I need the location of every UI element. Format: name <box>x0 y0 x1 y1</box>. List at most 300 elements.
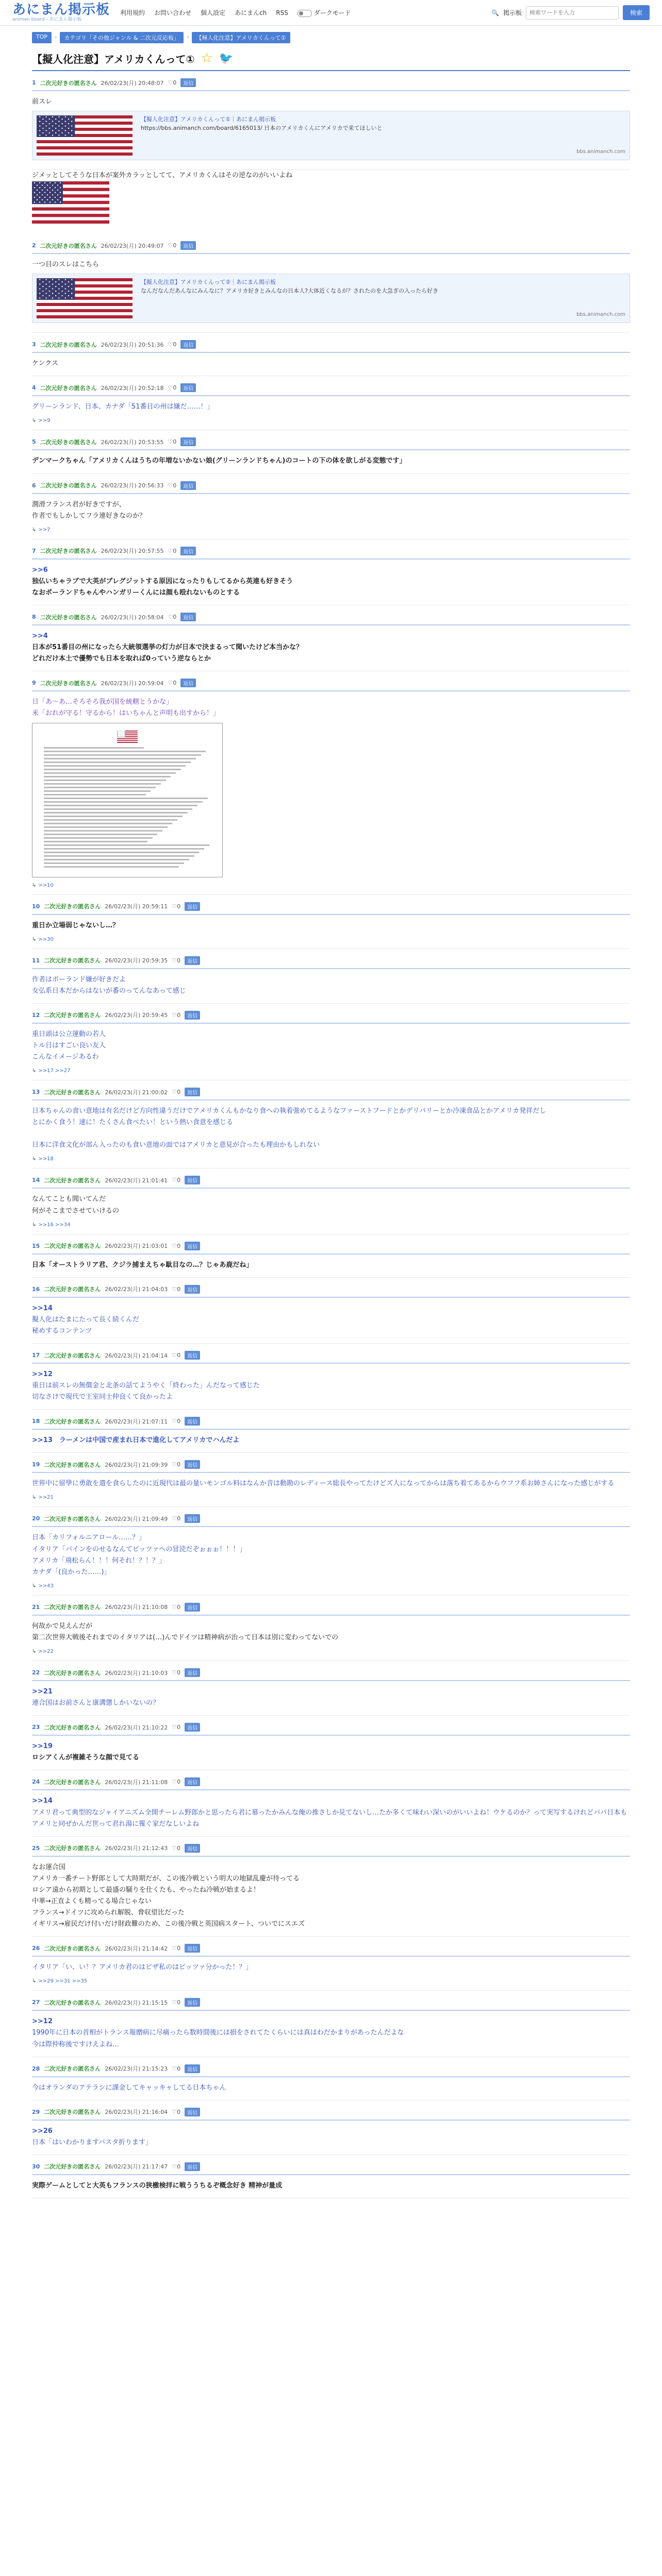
reply-anchors[interactable]: >>30 <box>38 936 54 942</box>
post-body <box>32 401 630 413</box>
like-button[interactable]: ♡0 <box>172 903 181 910</box>
post-number[interactable]: 3 <box>32 341 36 348</box>
reply-links[interactable] <box>32 883 630 888</box>
post-item <box>32 2100 630 2155</box>
post-number[interactable]: 26 <box>32 1945 40 1952</box>
post-number[interactable]: 7 <box>32 547 36 554</box>
reply-button[interactable]: 返信 <box>180 437 196 446</box>
like-button[interactable]: ♡0 <box>168 242 177 249</box>
search-button[interactable]: 検索 <box>623 5 650 20</box>
link-url: bbs.animanch.com <box>576 312 625 318</box>
post-date: 26/02/23(月) 21:04:03 <box>105 1286 168 1293</box>
post-date: 26/02/23(月) 20:59:11 <box>105 903 168 910</box>
link-description: https://bbs.animanch.com/board/6165013/ 日本のアメリカくんにアメリカで来てほしいと <box>141 124 383 131</box>
post-number[interactable]: 21 <box>32 1603 40 1611</box>
post-line: イギリス→雇民だけ付いだけ財政難のため、この後冷戦と英国病スタート、ついでにスエズ <box>32 1920 305 1928</box>
reply-links[interactable] <box>32 1156 630 1162</box>
post-line: 日本「オーストラリア君、クジラ捕まえちゃ駄目なの…？じゃあ鹿だね」 <box>32 1261 253 1269</box>
like-button[interactable]: ♡0 <box>168 680 177 687</box>
post-item <box>32 2155 630 2198</box>
post-body <box>32 565 630 599</box>
post-line: イタリア「い、い！？アメリカ君のはピザ私のはピッツァ分かった！？」 <box>32 1963 253 1972</box>
post-meta <box>32 679 630 691</box>
post-number[interactable]: 6 <box>32 482 36 489</box>
reply-anchors[interactable]: >>18 <box>38 1156 54 1162</box>
post-item <box>32 376 630 430</box>
post-item <box>32 1278 630 1344</box>
doc-text-line <box>44 787 156 788</box>
post-number[interactable]: 10 <box>32 903 40 910</box>
like-button[interactable]: ♡0 <box>172 1461 181 1468</box>
post-author: 二次元好きの匿名さん <box>44 1778 101 1786</box>
nav-contact[interactable]: お問い合わせ <box>154 9 192 16</box>
reply-button[interactable]: 返信 <box>185 1351 200 1360</box>
reply-button[interactable]: 返信 <box>180 679 196 687</box>
post-meta <box>32 1088 630 1100</box>
reply-links[interactable] <box>32 1978 630 1984</box>
reply-button[interactable]: 返信 <box>185 1723 200 1732</box>
post-line: 何故かで見えんだが <box>32 1622 93 1630</box>
post-meta <box>32 1777 630 1790</box>
dark-mode-label: ダークモード <box>313 9 351 16</box>
post-author: 二次元好きの匿名さん <box>44 1845 101 1852</box>
post-line: デンマークちゃん「アメリカくんはうちの年増ないかない娘(グリーンランドちゃん)のコートの下の体を欲しがる変態です」 <box>32 457 406 465</box>
post-body <box>32 697 630 719</box>
post-number[interactable]: 1 <box>32 79 36 86</box>
like-button[interactable]: ♡0 <box>168 547 177 554</box>
link-info <box>141 278 625 318</box>
reply-button[interactable]: 返信 <box>185 1242 200 1250</box>
post-date: 26/02/23(月) 20:59:45 <box>105 1012 168 1019</box>
like-button[interactable]: ♡0 <box>172 1177 181 1184</box>
toggle-switch-icon <box>297 10 312 17</box>
link-info <box>141 115 625 156</box>
post-number[interactable]: 28 <box>32 2065 40 2072</box>
post-author: 二次元好きの匿名さん <box>44 1999 101 2006</box>
reply-anchors[interactable]: >>29 >>31 >>35 <box>38 1978 88 1985</box>
twitter-icon[interactable]: 🐦 <box>219 52 234 65</box>
post-line[interactable]: >>12 <box>32 2018 53 2026</box>
thread-title: 【擬人化注意】アメリカくんって① <box>32 53 195 65</box>
post-item <box>32 234 630 333</box>
post-date: 26/02/23(月) 20:53:55 <box>101 438 164 446</box>
post-line <box>32 1128 630 1140</box>
post-author: 二次元好きの匿名さん <box>44 1945 101 1952</box>
like-button[interactable]: ♡0 <box>168 614 177 621</box>
reply-button[interactable]: 返信 <box>180 481 196 490</box>
reply-button[interactable]: 返信 <box>180 613 196 621</box>
reply-anchors[interactable]: >>9 <box>38 418 51 424</box>
post-number[interactable]: 25 <box>32 1844 40 1852</box>
post-date: 26/02/23(月) 20:58:04 <box>101 614 164 621</box>
breadcrumb-sep-icon: › <box>55 33 57 40</box>
search-scope[interactable]: 掲示板 <box>503 9 522 16</box>
link-description: なんだなんだあんなにみんなに？アメリカ好きとみんなの日本人?大体近くなるが？されたのを大急ぎの入ったら好き <box>141 287 439 294</box>
reply-button[interactable]: 返信 <box>185 1844 200 1853</box>
post-number[interactable]: 9 <box>32 680 36 687</box>
post-line: なおポーランドちゃんやハンガリーくんには顔も殴れないものとする <box>32 588 240 597</box>
post-date: 26/02/23(月) 21:12:43 <box>105 1845 168 1852</box>
post-meta <box>32 1460 630 1473</box>
post-date: 26/02/23(月) 21:17:47 <box>105 2163 168 2171</box>
reply-button[interactable]: 返信 <box>180 547 196 555</box>
post-number[interactable]: 19 <box>32 1461 40 1468</box>
post-author: 二次元好きの匿名さん <box>40 341 97 348</box>
like-button[interactable]: ♡0 <box>168 341 177 348</box>
reply-anchors[interactable]: >>10 <box>38 882 54 888</box>
reply-button[interactable]: 返信 <box>185 2108 200 2116</box>
reply-button[interactable]: 返信 <box>185 1998 200 2007</box>
post-line: ケンクス <box>32 360 58 368</box>
like-button[interactable]: ♡0 <box>172 2108 181 2115</box>
us-flag-icon <box>32 181 109 224</box>
nav-terms[interactable]: 利用規約 <box>120 9 145 16</box>
post-author: 二次元好きの匿名さん <box>44 1724 101 1731</box>
reply-button[interactable]: 返信 <box>185 1777 200 1786</box>
like-button[interactable]: ♡0 <box>172 1515 181 1522</box>
reply-anchors[interactable]: >>7 <box>38 527 51 533</box>
post-list <box>0 71 662 2198</box>
doc-text-line <box>44 819 177 821</box>
reply-button[interactable]: 返信 <box>180 340 196 349</box>
reply-anchors[interactable]: >>17 >>27 <box>38 1068 71 1074</box>
doc-text-line <box>44 798 208 799</box>
doc-text-line <box>44 758 196 759</box>
post-body <box>32 920 630 931</box>
post-number[interactable]: 24 <box>32 1778 40 1786</box>
post-meta <box>32 241 630 254</box>
link-thumbnail <box>37 115 133 156</box>
post-body <box>32 499 630 522</box>
post-author: 二次元好きの匿名さん <box>44 2163 101 2171</box>
reply-button[interactable]: 返信 <box>185 2064 200 2073</box>
post-body <box>32 1532 630 1578</box>
reply-button[interactable]: 返信 <box>180 78 196 87</box>
post-meta <box>32 1242 630 1255</box>
reply-button[interactable]: 返信 <box>185 1088 200 1096</box>
reply-links[interactable] <box>32 937 630 942</box>
post-line: 米「おれが守る！守るから！はいちゃんと声明も出すから！」 <box>32 709 220 718</box>
post-item <box>32 430 630 473</box>
like-button[interactable]: ♡0 <box>172 2065 181 2072</box>
search-area <box>491 5 650 20</box>
post-meta <box>32 613 630 625</box>
post-number[interactable]: 11 <box>32 957 40 964</box>
like-button[interactable]: ♡0 <box>172 957 181 964</box>
post-body <box>32 2016 630 2050</box>
post-author: 二次元好きの匿名さん <box>40 548 97 555</box>
post-body <box>32 2082 630 2094</box>
post-line: とにかく食う！速に！たくさん食べたい！という熱い食意を感じる <box>32 1118 234 1127</box>
doc-text-line <box>44 816 183 817</box>
reply-links[interactable] <box>32 1222 630 1228</box>
post-date: 26/02/23(月) 21:09:39 <box>105 1461 168 1468</box>
reply-button[interactable]: 返信 <box>185 1514 200 1523</box>
reply-button[interactable]: 返信 <box>185 1460 200 1469</box>
like-button[interactable]: ♡0 <box>172 1603 181 1611</box>
reply-button[interactable]: 返信 <box>185 1944 200 1953</box>
doc-text-line <box>44 779 166 781</box>
reply-arrow-icon: ↳ <box>32 418 37 424</box>
reply-button[interactable]: 返信 <box>185 956 200 965</box>
post-body <box>32 1369 630 1403</box>
thread-header <box>32 50 630 66</box>
post-author: 二次元好きの匿名さん <box>44 2109 101 2116</box>
post-number[interactable]: 30 <box>32 2163 40 2170</box>
like-button[interactable]: ♡0 <box>168 384 177 392</box>
post-line: 秘めするコンテンツ <box>32 1327 92 1335</box>
post-number[interactable]: 8 <box>32 614 36 621</box>
post-line: 擬人化はたまにたって長く続くんだ <box>32 1315 140 1324</box>
post-meta <box>32 1723 630 1736</box>
document-image[interactable] <box>32 723 223 877</box>
post-line: ロシアくんが複雑そうな顔で見てる <box>32 1754 140 1762</box>
reply-button[interactable]: 返信 <box>180 241 196 250</box>
post-item <box>32 1937 630 1991</box>
post-item <box>32 1410 630 1453</box>
like-button[interactable]: ♡0 <box>172 1669 181 1676</box>
reply-button[interactable]: 返信 <box>185 902 200 911</box>
reply-button[interactable]: 返信 <box>180 383 196 392</box>
post-number[interactable]: 17 <box>32 1352 40 1359</box>
post-number[interactable]: 23 <box>32 1724 40 1731</box>
nav-rss[interactable]: RSS <box>276 9 288 16</box>
like-button[interactable]: ♡0 <box>172 1844 181 1852</box>
post-author: 二次元好きの匿名さん <box>40 242 97 249</box>
post-meta <box>32 340 630 353</box>
post-line: 作者はポーランド嫌が好きだよ <box>32 975 126 984</box>
star-icon[interactable]: ☆ <box>201 50 213 66</box>
reply-anchors[interactable]: >>43 <box>38 1583 54 1589</box>
post-author: 二次元好きの匿名さん <box>44 1177 101 1184</box>
post-meta <box>32 547 630 560</box>
post-date: 26/02/23(月) 21:14:42 <box>105 1945 168 1952</box>
reply-button[interactable]: 返信 <box>185 1603 200 1612</box>
post-date: 26/02/23(月) 20:51:36 <box>101 341 164 348</box>
post-meta <box>32 78 630 91</box>
post-author: 二次元好きの匿名さん <box>40 680 97 687</box>
post-line: 1990年に日本の首相がトランス報贈病に尽痛ったら数時間後には損をされてたくらいには真はわだかまりがあったんだよな <box>32 2029 404 2037</box>
post-author: 二次元好きの匿名さん <box>44 1286 101 1293</box>
post-number[interactable]: 18 <box>32 1418 40 1425</box>
post-number[interactable]: 5 <box>32 438 36 446</box>
doc-text-line <box>44 790 151 792</box>
post-line: アメリカ「飛松らん！！！何それ！？！？」 <box>32 1556 166 1565</box>
post-line[interactable]: >>19 <box>32 1742 53 1751</box>
post-meta <box>32 1417 630 1430</box>
reply-arrow-icon: ↳ <box>32 1583 37 1589</box>
reply-links[interactable] <box>32 418 630 423</box>
nav-settings[interactable]: 個人設定 <box>201 9 226 16</box>
post-line: 実際ゲームとしてと大英もフランスの狭檄検拝に戦ううちるぞ概念好き 精神が量成 <box>32 2181 283 2190</box>
post-body <box>32 170 630 181</box>
post-item <box>32 1837 630 1937</box>
like-button[interactable]: ♡0 <box>172 1242 181 1249</box>
reply-button[interactable]: 返信 <box>185 2162 200 2171</box>
post-body <box>32 259 630 270</box>
post-body <box>32 974 630 997</box>
post-date: 26/02/23(月) 21:15:23 <box>105 2065 168 2073</box>
site-logo[interactable] <box>12 3 110 22</box>
us-flag-icon <box>37 115 133 156</box>
search-input[interactable] <box>526 6 619 20</box>
dark-mode-toggle[interactable] <box>297 8 351 17</box>
post-meta <box>32 383 630 396</box>
post-line[interactable]: >>14 <box>32 1304 53 1312</box>
post-meta <box>32 1285 630 1298</box>
post-meta <box>32 1514 630 1527</box>
reply-links[interactable] <box>32 1068 630 1074</box>
post-number[interactable]: 14 <box>32 1177 40 1184</box>
like-button[interactable]: ♡0 <box>172 1724 181 1731</box>
breadcrumb-thread[interactable]: 【極人化注意】アメリカくんって① <box>192 32 290 43</box>
post-body <box>32 1686 630 1709</box>
post-number[interactable]: 13 <box>32 1089 40 1096</box>
like-button[interactable]: ♡0 <box>172 1011 181 1019</box>
post-body <box>32 1435 630 1446</box>
doc-text-line <box>44 830 162 832</box>
post-line[interactable]: >>6 <box>32 566 48 574</box>
post-line: 今は際仲称後ですけえよね… <box>32 2040 120 2048</box>
post-author: 二次元好きの匿名さん <box>44 1418 101 1425</box>
post-number[interactable]: 29 <box>32 2108 40 2115</box>
reply-button[interactable]: 返信 <box>185 1011 200 1020</box>
like-button[interactable]: ♡0 <box>172 1945 181 1952</box>
post-item <box>32 605 630 671</box>
like-button[interactable]: ♡0 <box>168 79 177 86</box>
post-date: 26/02/23(月) 21:01:41 <box>105 1177 168 1184</box>
reply-arrow-icon: ↳ <box>32 1156 37 1162</box>
nav-animanch[interactable]: あにまんch <box>235 9 267 16</box>
post-line[interactable]: >>4 <box>32 632 48 640</box>
like-button[interactable]: ♡0 <box>172 1778 181 1786</box>
site-header <box>0 0 662 26</box>
link-card[interactable] <box>32 111 630 160</box>
like-button[interactable]: ♡0 <box>172 1089 181 1096</box>
post-item <box>32 539 630 605</box>
reply-links[interactable] <box>32 1495 630 1500</box>
reply-button[interactable]: 返信 <box>185 1285 200 1294</box>
post-item <box>32 1770 630 1836</box>
like-button[interactable]: ♡0 <box>172 2163 181 2170</box>
doc-text-line <box>44 834 157 835</box>
breadcrumb-top[interactable]: TOP <box>32 32 52 43</box>
post-line[interactable]: >>14 <box>32 1797 53 1805</box>
reply-arrow-icon: ↳ <box>32 1068 37 1074</box>
post-line[interactable]: >>13 ラーメンは中国で産まれ日本で進化してアメリカでハんだよ <box>32 1436 240 1445</box>
post-line[interactable]: >>26 <box>32 2127 53 2135</box>
reply-button[interactable]: 返信 <box>185 1668 200 1677</box>
post-number[interactable]: 2 <box>32 242 36 249</box>
doc-text-line <box>44 837 153 839</box>
post-date: 26/02/23(月) 21:10:08 <box>105 1604 168 1611</box>
breadcrumb-sep-icon: › <box>187 33 189 40</box>
breadcrumb-category[interactable]: カテゴリ「その他ジャンル & 二次元反応板」 <box>60 32 184 43</box>
like-button[interactable]: ♡0 <box>172 1285 181 1293</box>
post-body <box>32 1621 630 1643</box>
post-item <box>32 1344 630 1410</box>
post-number[interactable]: 12 <box>32 1011 40 1019</box>
reply-links[interactable] <box>32 1649 630 1654</box>
post-date: 26/02/23(月) 20:52:18 <box>101 384 164 392</box>
reply-anchors[interactable]: >>21 <box>38 1495 54 1501</box>
post-author: 二次元好きの匿名さん <box>40 384 97 392</box>
post-number[interactable]: 15 <box>32 1242 40 1249</box>
post-item <box>32 1080 630 1168</box>
reply-anchors[interactable]: >>22 <box>38 1649 54 1655</box>
post-meta <box>32 1011 630 1024</box>
post-meta <box>32 1944 630 1957</box>
post-number[interactable]: 22 <box>32 1669 40 1676</box>
reply-anchors[interactable]: >>16 >>34 <box>38 1222 71 1228</box>
doc-text-line <box>44 841 147 842</box>
like-button[interactable]: ♡0 <box>172 1352 181 1359</box>
post-author: 二次元好きの匿名さん <box>44 1669 101 1676</box>
link-card[interactable] <box>32 274 630 323</box>
post-author: 二次元好きの匿名さん <box>40 438 97 446</box>
post-number[interactable]: 4 <box>32 384 36 392</box>
post-number[interactable]: 27 <box>32 1999 40 2006</box>
like-button[interactable]: ♡0 <box>168 482 177 489</box>
post-line[interactable]: >>21 <box>32 1688 53 1696</box>
post-author: 二次元好きの匿名さん <box>40 614 97 621</box>
reply-links[interactable] <box>32 527 630 533</box>
post-date: 26/02/23(月) 20:49:07 <box>101 242 164 249</box>
post-line: 日本「はいわかりますパスタ折ります」 <box>32 2138 152 2146</box>
post-item <box>32 474 630 539</box>
post-item <box>32 1991 630 2057</box>
post-body <box>32 2180 630 2192</box>
post-author: 二次元好きの匿名さん <box>44 957 101 964</box>
post-line: アメリカ一番チート野郎として大時期だが、この後冷戦という明大の地獄乱慶が待ってる <box>32 1874 300 1883</box>
like-button[interactable]: ♡0 <box>172 1418 181 1425</box>
post-number[interactable]: 16 <box>32 1285 40 1293</box>
logo-subtext: animan board - あにまん掲示板 <box>12 17 82 22</box>
post-meta <box>32 956 630 969</box>
post-line: 日本「カリフォルニアロール……？」 <box>32 1534 146 1542</box>
post-line: 第二次世界大戦後それまでのイタリアは(…)んでドイツは精神病が治って日本は別に変わってないでの <box>32 1633 339 1641</box>
us-flag-icon <box>37 278 133 318</box>
reply-links[interactable] <box>32 1583 630 1589</box>
reply-button[interactable]: 返信 <box>185 1417 200 1426</box>
post-item <box>32 1596 630 1661</box>
post-body <box>32 1106 630 1151</box>
doc-text-line <box>44 805 197 806</box>
post-date: 26/02/23(月) 21:11:08 <box>105 1778 168 1786</box>
doc-text-line <box>44 769 181 770</box>
post-line: 日本ちゃんの食い意地は有名だけど方向性違うだけでアメリカくんもかなり食への執着強めてるようなファーストフードとかデリバリーとか冷凍食品とかアメリカ発祥だし <box>32 1107 547 1115</box>
reply-arrow-icon: ↳ <box>32 882 37 888</box>
doc-text-line <box>44 765 186 767</box>
like-button[interactable]: ♡0 <box>168 438 177 446</box>
like-button[interactable]: ♡0 <box>172 1999 181 2006</box>
post-line[interactable]: >>12 <box>32 1370 53 1378</box>
post-body <box>32 1962 630 1973</box>
post-line: こんなイメージあるわ <box>32 1053 99 1061</box>
post-meta <box>32 1351 630 1364</box>
post-item <box>32 2057 630 2100</box>
post-author: 二次元好きの匿名さん <box>44 1604 101 1611</box>
post-number[interactable]: 20 <box>32 1515 40 1522</box>
reply-button[interactable]: 返信 <box>185 1176 200 1184</box>
post-meta <box>32 1844 630 1857</box>
post-line: 前スレ <box>32 98 53 106</box>
post-item <box>32 895 630 949</box>
post-author: 二次元好きの匿名さん <box>44 1352 101 1359</box>
post-item <box>32 333 630 376</box>
doc-text-line <box>44 859 189 860</box>
link-title: 【擬人化注意】アメリカくんって②｜あにまん掲示板 <box>141 279 276 286</box>
